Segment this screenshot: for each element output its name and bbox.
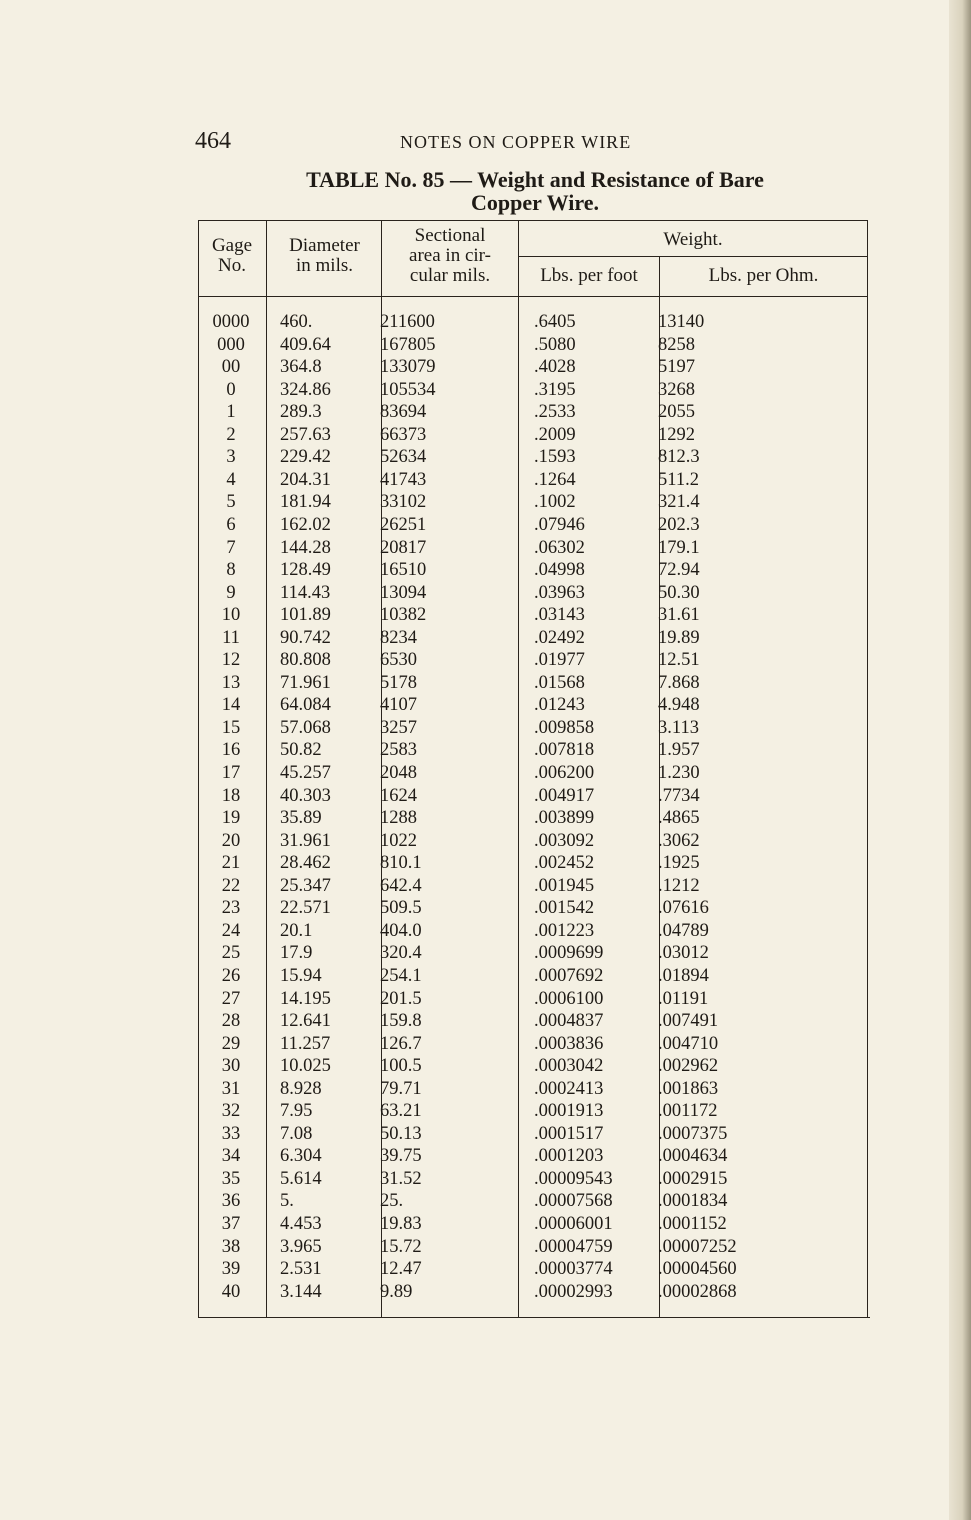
table-row [198, 491, 868, 514]
lbs-per-ohm-cell: .04789 [658, 920, 709, 941]
lbs-per-ohm-cell: .001172 [658, 1101, 718, 1122]
lbs-per-ohm-cell: 321.4 [658, 492, 700, 513]
area-cell: 810.1 [380, 853, 422, 874]
table-row [198, 356, 868, 379]
header-area [382, 226, 518, 286]
diameter-cell: 3.965 [280, 1236, 322, 1257]
table-row [198, 559, 868, 582]
gage-cell: 38 [221, 1236, 241, 1257]
area-cell: 4107 [380, 695, 417, 716]
lbs-per-ohm-cell: .1925 [658, 853, 700, 874]
gage-cell: 32 [221, 1101, 241, 1122]
lbs-per-foot-cell: .01243 [534, 695, 585, 716]
lbs-per-foot-cell: .0006100 [534, 988, 604, 1009]
table-row [198, 942, 868, 965]
table-row [198, 334, 868, 357]
header-area-line1: Sectional [414, 225, 486, 246]
area-cell: 105534 [380, 379, 436, 400]
table-top-rule [198, 220, 868, 221]
lbs-per-foot-cell: .6405 [534, 312, 576, 332]
diameter-cell: 20.1 [280, 920, 313, 941]
lbs-per-foot-cell: .0002413 [534, 1078, 604, 1099]
lbs-per-ohm-cell: 812.3 [658, 447, 700, 468]
area-cell: 16510 [380, 560, 427, 581]
table-caption [220, 168, 850, 214]
area-cell: 2048 [380, 763, 417, 783]
area-cell: 63.21 [380, 1101, 422, 1122]
diameter-cell: 181.94 [280, 492, 331, 513]
lbs-per-ohm-cell: .0001152 [658, 1214, 727, 1234]
diameter-cell: 45.257 [280, 763, 331, 783]
table-row [198, 1078, 868, 1101]
gage-cell: 23 [221, 898, 241, 919]
table-row [198, 537, 868, 560]
area-cell: 33102 [380, 492, 427, 513]
gage-cell: 13 [221, 672, 241, 693]
table-row [198, 1100, 868, 1123]
running-head [195, 128, 835, 158]
area-cell: 20817 [380, 537, 427, 558]
diameter-cell: 15.94 [280, 965, 322, 986]
gage-cell: 3 [226, 447, 236, 468]
lbs-per-ohm-cell: .03012 [658, 943, 709, 964]
gage-cell: 5 [226, 492, 236, 513]
gage-cell: 37 [221, 1214, 241, 1234]
diameter-cell: 204.31 [280, 469, 331, 490]
lbs-per-ohm-cell: .01894 [658, 965, 709, 986]
diameter-cell: 3.144 [280, 1281, 322, 1302]
lbs-per-foot-cell: .00009543 [534, 1168, 613, 1189]
lbs-per-foot-cell: .0009699 [534, 943, 604, 964]
gage-cell: 20 [221, 830, 241, 851]
area-cell: 1624 [380, 785, 417, 806]
gage-cell: 25 [221, 943, 241, 964]
lbs-per-foot-cell: .003092 [534, 830, 595, 851]
lbs-per-ohm-cell: 7.868 [658, 672, 700, 693]
diameter-cell: 364.8 [280, 357, 322, 378]
diameter-cell: 50.82 [280, 740, 322, 761]
lbs-per-foot-cell: .2009 [534, 424, 576, 445]
area-cell: 13094 [380, 582, 427, 603]
diameter-cell: 460. [280, 312, 313, 332]
lbs-per-foot-cell: .00006001 [534, 1214, 613, 1234]
lbs-per-ohm-cell: 13140 [658, 312, 705, 332]
gage-cell: 10 [221, 605, 241, 626]
lbs-per-ohm-cell: .00007252 [658, 1236, 737, 1257]
diameter-cell: 5. [280, 1191, 294, 1212]
gage-cell: 29 [221, 1033, 241, 1054]
lbs-per-ohm-cell: .007491 [658, 1011, 719, 1032]
diameter-cell: 31.961 [280, 830, 331, 851]
gage-cell: 000 [217, 334, 245, 355]
lbs-per-foot-cell: .00002993 [534, 1281, 613, 1302]
table-row [198, 988, 868, 1011]
lbs-per-ohm-cell: 5197 [658, 357, 695, 378]
lbs-per-foot-cell: .0003042 [534, 1056, 604, 1077]
table-row [198, 785, 868, 808]
lbs-per-foot-cell: .006200 [534, 763, 595, 783]
gage-cell: 40 [221, 1281, 241, 1302]
gage-cell: 00 [221, 357, 241, 378]
table-row [198, 739, 868, 762]
diameter-cell: 2.531 [280, 1259, 322, 1280]
lbs-per-ohm-cell: 1.230 [658, 763, 700, 783]
lbs-per-foot-cell: .03143 [534, 605, 585, 626]
lbs-per-foot-cell: .002452 [534, 853, 595, 874]
table-row [198, 965, 868, 988]
table-row [198, 1168, 868, 1191]
gage-cell: 27 [221, 988, 241, 1009]
gage-cell: 6 [226, 514, 236, 535]
diameter-cell: 229.42 [280, 447, 331, 468]
lbs-per-foot-cell: .04998 [534, 560, 585, 581]
area-cell: 79.71 [380, 1078, 422, 1099]
gage-cell: 2 [226, 424, 236, 445]
area-cell: 15.72 [380, 1236, 422, 1257]
lbs-per-ohm-cell: .0004634 [658, 1146, 728, 1167]
diameter-cell: 4.453 [280, 1214, 322, 1234]
area-cell: 1288 [380, 808, 417, 829]
area-cell: 12.47 [380, 1259, 422, 1280]
area-cell: 3257 [380, 717, 417, 738]
lbs-per-ohm-cell: 12.51 [658, 650, 700, 671]
area-cell: 159.8 [380, 1011, 422, 1032]
lbs-per-foot-cell: .009858 [534, 717, 595, 738]
header-diameter-line2: in mils. [295, 255, 353, 276]
lbs-per-ohm-cell: .0007375 [658, 1123, 728, 1144]
caption-line-2: Copper Wire. [471, 190, 599, 215]
area-cell: 642.4 [380, 875, 422, 896]
table-row [198, 1055, 868, 1078]
lbs-per-foot-cell: .004917 [534, 785, 595, 806]
lbs-per-foot-cell: .00004759 [534, 1236, 613, 1257]
area-cell: 320.4 [380, 943, 422, 964]
area-cell: 509.5 [380, 898, 422, 919]
area-cell: 2583 [380, 740, 417, 761]
gage-cell: 7 [226, 537, 236, 558]
table-row [198, 582, 868, 605]
area-cell: 31.52 [380, 1168, 422, 1189]
area-cell: 10382 [380, 605, 427, 626]
gage-cell: 1 [226, 402, 236, 423]
lbs-per-foot-cell: .01977 [534, 650, 585, 671]
lbs-per-foot-cell: .0001203 [534, 1146, 604, 1167]
running-title: NOTES ON COPPER WIRE [400, 132, 632, 152]
area-cell: 5178 [380, 672, 417, 693]
table-row [198, 852, 868, 875]
lbs-per-foot-cell: .5080 [534, 334, 576, 355]
area-cell: 25. [380, 1191, 404, 1212]
diameter-cell: 22.571 [280, 898, 331, 919]
area-cell: 9.89 [380, 1281, 413, 1302]
lbs-per-ohm-cell: .3062 [658, 830, 700, 851]
lbs-per-ohm-cell: .001863 [658, 1078, 719, 1099]
wire-table [198, 220, 868, 1320]
table-row [198, 875, 868, 898]
table-row [198, 717, 868, 740]
lbs-per-ohm-cell: 1.957 [658, 740, 700, 761]
table-row [198, 424, 868, 447]
area-cell: 167805 [380, 334, 436, 355]
header-lbs-per-ohm: Lbs. per Ohm. [708, 265, 819, 286]
table-row [198, 604, 868, 627]
lbs-per-ohm-cell: .0002915 [658, 1168, 728, 1189]
header-weight: Weight. [663, 229, 723, 250]
diameter-cell: 57.068 [280, 717, 331, 738]
lbs-per-ohm-cell: 31.61 [658, 605, 700, 626]
diameter-cell: 90.742 [280, 627, 331, 648]
gage-cell: 11 [222, 627, 240, 648]
lbs-per-foot-cell: .1002 [534, 492, 576, 513]
gage-cell: 21 [221, 853, 241, 874]
table-row [198, 649, 868, 672]
gage-cell: 26 [221, 965, 241, 986]
table-row [198, 401, 868, 424]
diameter-cell: 10.025 [280, 1056, 331, 1077]
lbs-per-ohm-cell: .00002868 [658, 1281, 737, 1302]
lbs-per-ohm-cell: .004710 [658, 1033, 719, 1054]
area-cell: 404.0 [380, 920, 422, 941]
gage-cell: 9 [226, 582, 236, 603]
gage-cell: 8 [226, 560, 236, 581]
header-lbs-per-foot: Lbs. per foot [540, 265, 638, 286]
lbs-per-ohm-cell: 1292 [658, 424, 695, 445]
area-cell: 1022 [380, 830, 417, 851]
table-row [198, 1145, 868, 1168]
diameter-cell: 5.614 [280, 1168, 322, 1189]
diameter-cell: 7.95 [280, 1101, 313, 1122]
area-cell: 254.1 [380, 965, 422, 986]
gage-cell: 16 [221, 740, 241, 761]
lbs-per-foot-cell: .1593 [534, 447, 576, 468]
diameter-cell: 144.28 [280, 537, 331, 558]
table-row [198, 1281, 868, 1304]
area-cell: 6530 [380, 650, 417, 671]
diameter-cell: 12.641 [280, 1011, 331, 1032]
gage-cell: 35 [221, 1168, 241, 1189]
diameter-cell: 11.257 [280, 1033, 331, 1054]
table-row [198, 1010, 868, 1033]
table-row [198, 762, 868, 785]
lbs-per-foot-cell: .0004837 [534, 1011, 604, 1032]
diameter-cell: 257.63 [280, 424, 331, 445]
gage-cell: 28 [221, 1011, 241, 1032]
lbs-per-foot-cell: .06302 [534, 537, 585, 558]
header-gage-line2: No. [218, 255, 246, 276]
lbs-per-ohm-cell: 3.113 [658, 717, 699, 738]
lbs-per-ohm-cell: 202.3 [658, 514, 700, 535]
gage-cell: 15 [221, 717, 241, 738]
lbs-per-foot-cell: .03963 [534, 582, 585, 603]
area-cell: 50.13 [380, 1123, 422, 1144]
diameter-cell: 28.462 [280, 853, 331, 874]
lbs-per-foot-cell: .4028 [534, 357, 576, 378]
gage-cell: 0000 [212, 312, 250, 332]
lbs-per-ohm-cell: 50.30 [658, 582, 700, 603]
lbs-per-ohm-cell: .1212 [658, 875, 700, 896]
area-cell: 26251 [380, 514, 427, 535]
table-row [198, 1190, 868, 1213]
gage-cell: 31 [221, 1078, 241, 1099]
diameter-cell: 162.02 [280, 514, 331, 535]
diameter-cell: 6.304 [280, 1146, 322, 1167]
area-cell: 8234 [380, 627, 417, 648]
lbs-per-foot-cell: .001542 [534, 898, 595, 919]
table-row [198, 1258, 868, 1281]
lbs-per-foot-cell: .00007568 [534, 1191, 613, 1212]
diameter-cell: 289.3 [280, 402, 322, 423]
gage-cell: 19 [221, 808, 241, 829]
area-cell: 211600 [380, 312, 435, 332]
lbs-per-ohm-cell: 179.1 [658, 537, 700, 558]
area-cell: 133079 [380, 357, 436, 378]
diameter-cell: 324.86 [280, 379, 331, 400]
lbs-per-ohm-cell: 72.94 [658, 560, 700, 581]
lbs-per-ohm-cell: 8258 [658, 334, 695, 355]
lbs-per-foot-cell: .0003836 [534, 1033, 604, 1054]
area-cell: 19.83 [380, 1214, 422, 1234]
lbs-per-foot-cell: .003899 [534, 808, 595, 829]
lbs-per-foot-cell: .001223 [534, 920, 595, 941]
lbs-per-ohm-cell: 2055 [658, 402, 695, 423]
diameter-cell: 71.961 [280, 672, 331, 693]
table-row [198, 920, 868, 943]
lbs-per-ohm-cell: 511.2 [658, 469, 699, 490]
lbs-per-foot-cell: .1264 [534, 469, 576, 490]
table-row [198, 1236, 868, 1259]
gage-cell: 18 [221, 785, 241, 806]
lbs-per-foot-cell: .0001913 [534, 1101, 604, 1122]
table-row [198, 830, 868, 853]
lbs-per-ohm-cell: 19.89 [658, 627, 700, 648]
diameter-cell: 409.64 [280, 334, 331, 355]
diameter-cell: 7.08 [280, 1123, 313, 1144]
lbs-per-ohm-cell: .0001834 [658, 1191, 728, 1212]
diameter-cell: 64.084 [280, 695, 331, 716]
table-bottom-rule [198, 1317, 870, 1318]
header-diameter [268, 236, 381, 276]
area-cell: 100.5 [380, 1056, 422, 1077]
gage-cell: 12 [221, 650, 241, 671]
area-cell: 39.75 [380, 1146, 422, 1167]
header-bottom-rule [198, 296, 868, 297]
table-row [198, 627, 868, 650]
table-row [198, 807, 868, 830]
gage-cell: 33 [221, 1123, 241, 1144]
lbs-per-ohm-cell: .4865 [658, 808, 700, 829]
lbs-per-foot-cell: .02492 [534, 627, 585, 648]
gage-cell: 24 [221, 920, 241, 941]
lbs-per-foot-cell: .007818 [534, 740, 595, 761]
page-edge-shadow [949, 0, 971, 1520]
table-row [198, 672, 868, 695]
gage-cell: 39 [221, 1259, 241, 1280]
lbs-per-ohm-cell: .002962 [658, 1056, 719, 1077]
lbs-per-foot-cell: .001945 [534, 875, 595, 896]
lbs-per-ohm-cell: 4.948 [658, 695, 700, 716]
table-row [198, 1123, 868, 1146]
area-cell: 126.7 [380, 1033, 422, 1054]
weight-sub-rule [518, 256, 868, 257]
caption-line-1: TABLE No. 85 — Weight and Resistance of Bare [306, 167, 764, 192]
diameter-cell: 40.303 [280, 785, 331, 806]
diameter-cell: 8.928 [280, 1078, 322, 1099]
page-number: 464 [195, 128, 231, 154]
table-row [198, 311, 868, 334]
lbs-per-foot-cell: .2533 [534, 402, 576, 423]
lbs-per-foot-cell: .01568 [534, 672, 585, 693]
area-cell: 52634 [380, 447, 427, 468]
lbs-per-foot-cell: .07946 [534, 514, 585, 535]
diameter-cell: 35.89 [280, 808, 322, 829]
gage-cell: 4 [226, 469, 236, 490]
lbs-per-ohm-cell: .7734 [658, 785, 700, 806]
table-row [198, 1033, 868, 1056]
lbs-per-ohm-cell: 3268 [658, 379, 695, 400]
lbs-per-foot-cell: .3195 [534, 379, 576, 400]
area-cell: 83694 [380, 402, 427, 423]
area-cell: 201.5 [380, 988, 422, 1009]
area-cell: 41743 [380, 469, 427, 490]
area-cell: 66373 [380, 424, 427, 445]
gage-cell: 14 [221, 695, 241, 716]
lbs-per-foot-cell: .0001517 [534, 1123, 604, 1144]
lbs-per-foot-cell: .00003774 [534, 1259, 613, 1280]
diameter-cell: 80.808 [280, 650, 331, 671]
table-row [198, 446, 868, 469]
lbs-per-foot-cell: .0007692 [534, 965, 604, 986]
gage-cell: 30 [221, 1056, 241, 1077]
table-row [198, 897, 868, 920]
table-row [198, 694, 868, 717]
lbs-per-ohm-cell: .07616 [658, 898, 709, 919]
table-row [198, 514, 868, 537]
header-area-line3: cular mils. [409, 265, 491, 286]
gage-cell: 0 [226, 379, 236, 400]
table-row [198, 379, 868, 402]
gage-cell: 17 [221, 763, 241, 783]
diameter-cell: 25.347 [280, 875, 331, 896]
header-gage [198, 236, 266, 276]
diameter-cell: 17.9 [280, 943, 313, 964]
table-row [198, 1213, 868, 1236]
diameter-cell: 114.43 [280, 582, 331, 603]
table-row [198, 469, 868, 492]
header-gage-line1: Gage [211, 235, 253, 256]
diameter-cell: 128.49 [280, 560, 331, 581]
gage-cell: 34 [221, 1146, 241, 1167]
lbs-per-ohm-cell: .00004560 [658, 1259, 737, 1280]
diameter-cell: 14.195 [280, 988, 331, 1009]
lbs-per-ohm-cell: .01191 [658, 988, 709, 1009]
gage-cell: 22 [221, 875, 241, 896]
gage-cell: 36 [221, 1191, 241, 1212]
diameter-cell: 101.89 [280, 605, 331, 626]
header-area-line2: area in cir- [409, 245, 491, 266]
header-diameter-line1: Diameter [289, 235, 360, 256]
